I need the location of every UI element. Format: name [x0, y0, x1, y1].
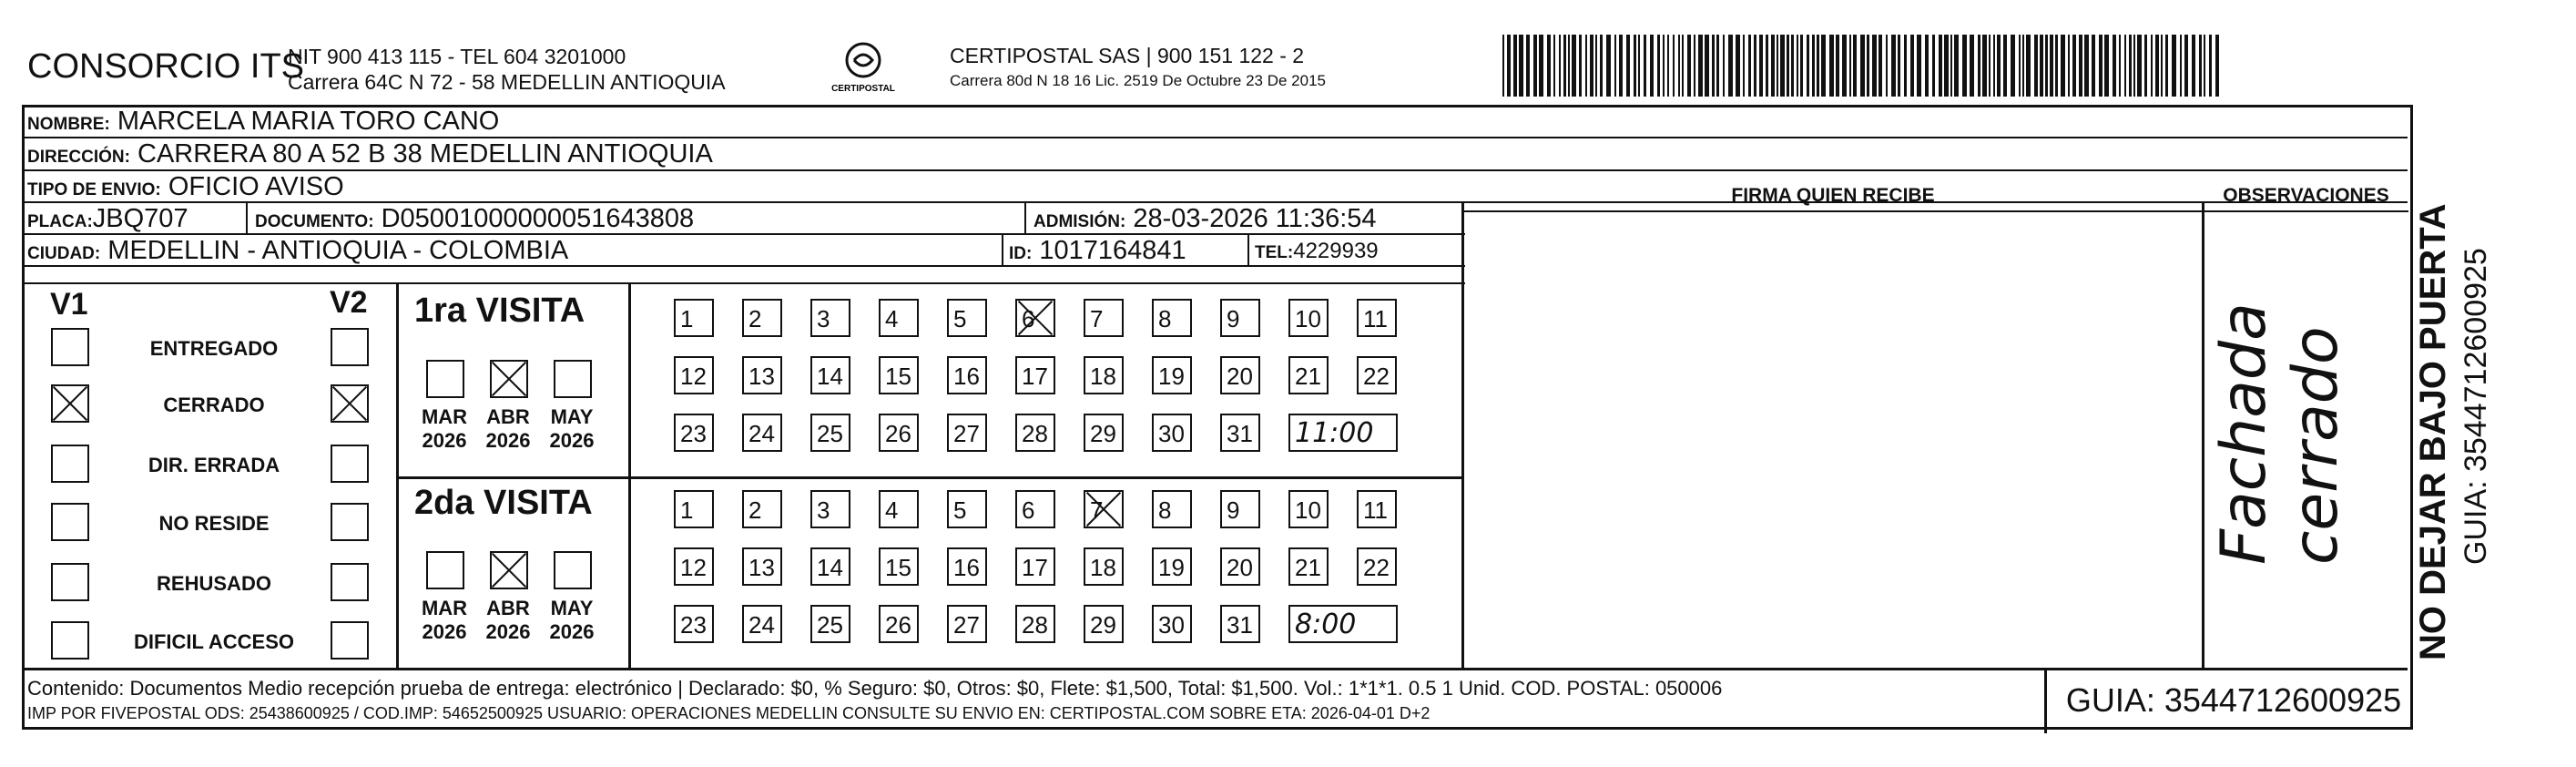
day-box[interactable]: 10: [1288, 299, 1329, 337]
day-box[interactable]: 11: [1357, 299, 1397, 337]
barcode: [1502, 35, 2226, 97]
barcode-bar: [1694, 35, 1695, 97]
day-box[interactable]: 10: [1288, 490, 1329, 528]
barcode-bar: [1978, 35, 1980, 97]
documento-row: [255, 204, 694, 234]
month-checkbox[interactable]: [554, 551, 592, 589]
month-label: [417, 597, 472, 644]
v2-checkbox[interactable]: [331, 328, 369, 366]
barcode-bar: [1886, 35, 1888, 97]
barcode-bar: [1736, 35, 1740, 97]
day-box[interactable]: 24: [742, 414, 782, 452]
barcode-bar: [1849, 35, 1851, 97]
barcode-bar: [2034, 35, 2038, 97]
visit2-title: 2da VISITA: [414, 484, 593, 522]
day-box[interactable]: 16: [947, 547, 987, 586]
barcode-bar: [2133, 35, 2135, 97]
barcode-bar: [1698, 35, 1703, 97]
barcode-bar: [2129, 35, 2132, 97]
day-box[interactable]: 28: [1015, 605, 1055, 643]
barcode-bar: [1667, 35, 1669, 97]
day-box[interactable]: 14: [810, 356, 850, 394]
barcode-bar: [1867, 35, 1869, 97]
barcode-bar: [1539, 35, 1543, 97]
barcode-bar: [1821, 35, 1826, 97]
day-box[interactable]: 12: [674, 547, 714, 586]
day-box[interactable]: 3: [810, 490, 850, 528]
placa-value: JBQ707: [92, 204, 188, 233]
barcode-bar: [1638, 35, 1640, 97]
firma-header: FIRMA QUIEN RECIBE: [1731, 185, 1935, 206]
barcode-bar: [2003, 35, 2007, 97]
barcode-bar: [2026, 35, 2031, 97]
month-year: 2026: [422, 429, 467, 452]
barcode-bar: [1797, 35, 1798, 97]
day-box[interactable]: 3: [810, 299, 850, 337]
day-box[interactable]: 30: [1152, 414, 1192, 452]
v1-checkbox[interactable]: [51, 384, 89, 423]
barcode-bar: [1748, 35, 1751, 97]
side-warning: NO DEJAR BAJO PUERTA: [2413, 203, 2453, 660]
day-box[interactable]: 16: [947, 356, 987, 394]
barcode-bar: [1606, 35, 1611, 97]
barcode-bar: [1728, 35, 1733, 97]
day-box[interactable]: 22: [1357, 547, 1397, 586]
day-box[interactable]: 20: [1220, 547, 1260, 586]
status-reason-label: REHUSADO: [157, 572, 271, 595]
day-box[interactable]: 18: [1084, 547, 1124, 586]
barcode-bar: [1853, 35, 1857, 97]
barcode-bar: [1634, 35, 1636, 97]
barcode-bar: [1619, 35, 1623, 97]
barcode-bar: [1513, 35, 1517, 97]
month-checkbox[interactable]: [426, 360, 464, 398]
month-name: ABR: [486, 597, 530, 619]
day-box[interactable]: 7: [1084, 490, 1124, 528]
barcode-bar: [1553, 35, 1555, 97]
visit-divider: [396, 282, 399, 668]
cert-line: CERTIPOSTAL SAS | 900 151 122 - 2: [950, 44, 1305, 67]
col-divider: [1461, 201, 1464, 670]
month-checkbox[interactable]: [426, 551, 464, 589]
barcode-bar: [2124, 35, 2126, 97]
v2-checkbox[interactable]: [331, 384, 369, 423]
v1-checkbox[interactable]: [51, 563, 89, 601]
ciudad-row: [27, 236, 568, 266]
nombre-value: MARCELA MARIA TORO CANO: [117, 107, 500, 136]
row-divider: [22, 169, 2408, 171]
day-box[interactable]: 21: [1288, 547, 1329, 586]
v2-header: V2: [330, 285, 368, 320]
cell-divider: [1002, 233, 1003, 265]
day-box[interactable]: 5: [947, 490, 987, 528]
barcode-bar: [1614, 35, 1616, 97]
barcode-bar: [1743, 35, 1745, 97]
certipostal-logo: [827, 38, 900, 102]
barcode-bar: [2061, 35, 2065, 97]
barcode-bar: [1526, 35, 1530, 97]
barcode-bar: [1925, 35, 1929, 97]
barcode-bar: [1590, 35, 1593, 97]
day-box[interactable]: 14: [810, 547, 850, 586]
direccion-label: DIRECCIÓN:: [27, 148, 130, 167]
day-box[interactable]: 9: [1220, 299, 1260, 337]
barcode-bar: [1982, 35, 1987, 97]
barcode-bar: [2172, 35, 2176, 97]
status-reason-label: NO RESIDE: [158, 512, 270, 535]
month-name: MAY: [550, 597, 594, 619]
barcode-bar: [2045, 35, 2048, 97]
day-box[interactable]: 13: [742, 547, 782, 586]
status-reason-label: ENTREGADO: [149, 337, 279, 360]
barcode-bar: [2180, 35, 2182, 97]
id-value: 1017164841: [1039, 236, 1186, 265]
status-reason-label: DIFICIL ACCESO: [133, 630, 294, 653]
barcode-bar: [1754, 35, 1756, 97]
visit-divider: [628, 282, 631, 668]
month-checkbox[interactable]: [490, 360, 528, 398]
visit-divider: [396, 476, 1463, 479]
barcode-bar: [2022, 35, 2024, 97]
barcode-bar: [1563, 35, 1566, 97]
id-row: [1009, 236, 1186, 266]
row-divider: [22, 137, 2408, 138]
month-year: 2026: [485, 429, 531, 452]
day-box[interactable]: 31: [1220, 605, 1260, 643]
barcode-bar: [2165, 35, 2168, 97]
barcode-bar: [2119, 35, 2121, 97]
visit-time-box: 11:00: [1288, 414, 1398, 452]
day-box[interactable]: 29: [1084, 414, 1124, 452]
month-name: MAR: [421, 405, 468, 428]
certipostal-info: [950, 43, 1326, 94]
id-label: ID:: [1009, 244, 1033, 263]
day-box[interactable]: 22: [1357, 356, 1397, 394]
contenido-line: Contenido: Documentos Medio recepción prueba de entrega: electrónico | Declarado: $0, % Seguro: $0, Otros: $0, Flete: $1,500, Total: $1,500. Vol.: 1*1*1. 0.5 1 Unid. COD. POSTAL: 050006: [27, 677, 1723, 700]
v1-checkbox[interactable]: [51, 503, 89, 541]
guia-number: GUIA: 3544712600925: [2044, 668, 2420, 733]
day-box[interactable]: 12: [674, 356, 714, 394]
barcode-bar: [1682, 35, 1684, 97]
barcode-bar: [1533, 35, 1537, 97]
month-year: 2026: [549, 429, 595, 452]
col-divider: [2202, 201, 2204, 670]
nombre-label: NOMBRE:: [27, 115, 110, 134]
v2-checkbox[interactable]: [331, 445, 369, 483]
barcode-bar: [1716, 35, 1719, 97]
barcode-bar: [1993, 35, 1995, 97]
barcode-bar: [2155, 35, 2159, 97]
day-box[interactable]: 20: [1220, 356, 1260, 394]
direccion-value: CARRERA 80 A 52 B 38 MEDELLIN ANTIOQUIA: [137, 139, 713, 169]
address-line: Carrera 64C N 72 - 58 MEDELLIN ANTIOQUIA: [288, 70, 726, 94]
barcode-bar: [1904, 35, 1907, 97]
month-name: MAY: [550, 405, 594, 428]
barcode-bar: [1910, 35, 1914, 97]
license-line: Carrera 80d N 18 16 Lic. 2519 De Octubre 23 De 2015: [950, 72, 1326, 89]
day-box[interactable]: 11: [1357, 490, 1397, 528]
day-box[interactable]: 23: [674, 414, 714, 452]
barcode-bar: [1723, 35, 1725, 97]
barcode-bar: [1932, 35, 1935, 97]
day-box[interactable]: 2: [742, 299, 782, 337]
barcode-bar: [1970, 35, 1974, 97]
tipo-row: [27, 172, 344, 202]
barcode-bar: [2011, 35, 2015, 97]
day-box[interactable]: 23: [674, 605, 714, 643]
barcode-bar: [2104, 35, 2109, 97]
barcode-bar: [1568, 35, 1570, 97]
day-box[interactable]: 19: [1152, 356, 1192, 394]
visit-time-box: 8:00: [1288, 605, 1398, 643]
barcode-bar: [2040, 35, 2043, 97]
barcode-bar: [2137, 35, 2142, 97]
barcode-bar: [2215, 35, 2219, 97]
day-box[interactable]: 6: [1015, 299, 1055, 337]
month-checkbox[interactable]: [490, 551, 528, 589]
barcode-bar: [1579, 35, 1582, 97]
barcode-bar: [1860, 35, 1865, 97]
barcode-bar: [1687, 35, 1691, 97]
barcode-bar: [1777, 35, 1778, 97]
barcode-bar: [1944, 35, 1949, 97]
documento-value: D05001000000051643808: [381, 204, 695, 233]
barcode-bar: [2144, 35, 2147, 97]
barcode-bar: [1791, 35, 1794, 97]
barcode-bar: [1678, 35, 1680, 97]
logo-text: CERTIPOSTAL: [831, 84, 895, 94]
barcode-bar: [2099, 35, 2103, 97]
day-box[interactable]: 7: [1084, 299, 1124, 337]
barcode-bar: [1705, 35, 1709, 97]
row-divider: [22, 282, 1465, 284]
nit-line: NIT 900 413 115 - TEL 604 3201000: [288, 45, 626, 68]
month-year: 2026: [485, 620, 531, 643]
v2-checkbox[interactable]: [331, 621, 369, 660]
v1-header: V1: [50, 287, 88, 322]
day-box[interactable]: 15: [879, 547, 919, 586]
ciudad-value: MEDELLIN - ANTIOQUIA - COLOMBIA: [107, 236, 569, 265]
barcode-bar: [1807, 35, 1809, 97]
day-box[interactable]: 18: [1084, 356, 1124, 394]
barcode-bar: [1650, 35, 1654, 97]
barcode-bar: [1559, 35, 1561, 97]
month-label: [481, 405, 535, 453]
cell-divider: [246, 201, 248, 233]
day-box[interactable]: 21: [1288, 356, 1329, 394]
barcode-bar: [1898, 35, 1900, 97]
barcode-bar: [1585, 35, 1587, 97]
day-box[interactable]: 28: [1015, 414, 1055, 452]
barcode-bar: [2050, 35, 2053, 97]
observacion-handwritten: Fachada cerrado: [2208, 302, 2352, 565]
status-reason-label: DIR. ERRADA: [148, 454, 280, 476]
day-box[interactable]: 4: [879, 490, 919, 528]
barcode-bar: [1836, 35, 1839, 97]
day-box[interactable]: 17: [1015, 547, 1055, 586]
barcode-bar: [2084, 35, 2089, 97]
barcode-bar: [2161, 35, 2163, 97]
barcode-bar: [1891, 35, 1896, 97]
visit1-title: 1ra VISITA: [414, 291, 585, 330]
barcode-bar: [2184, 35, 2188, 97]
admision-row: [1033, 204, 1377, 234]
day-box[interactable]: 31: [1220, 414, 1260, 452]
month-label: [545, 405, 599, 453]
day-box[interactable]: 5: [947, 299, 987, 337]
barcode-bar: [1829, 35, 1834, 97]
month-label: [417, 405, 472, 453]
barcode-bar: [1657, 35, 1660, 97]
barcode-bar: [2092, 35, 2095, 97]
day-box[interactable]: 25: [810, 605, 850, 643]
month-checkbox[interactable]: [554, 360, 592, 398]
v2-checkbox[interactable]: [331, 503, 369, 541]
barcode-bar: [2113, 35, 2116, 97]
direccion-row: [27, 139, 713, 169]
barcode-bar: [1939, 35, 1942, 97]
placa-label: PLACA:: [27, 212, 93, 231]
barcode-bar: [1572, 35, 1576, 97]
tel-row: [1255, 239, 1379, 264]
barcode-bar: [1712, 35, 1715, 97]
day-box[interactable]: 27: [947, 414, 987, 452]
day-box[interactable]: 1: [674, 299, 714, 337]
barcode-bar: [2055, 35, 2058, 97]
barcode-bar: [1800, 35, 1803, 97]
day-box[interactable]: 6: [1015, 490, 1055, 528]
barcode-bar: [2068, 35, 2070, 97]
tel-value: 4229939: [1293, 239, 1379, 263]
day-box[interactable]: 26: [879, 414, 919, 452]
admision-label: ADMISIÓN:: [1033, 212, 1126, 231]
barcode-bar: [1507, 35, 1511, 97]
barcode-bar: [1950, 35, 1952, 97]
barcode-bar: [1771, 35, 1775, 97]
ciudad-label: CIUDAD:: [27, 244, 101, 263]
barcode-bar: [1787, 35, 1789, 97]
day-box[interactable]: 29: [1084, 605, 1124, 643]
month-year: 2026: [549, 620, 595, 643]
barcode-bar: [1917, 35, 1921, 97]
barcode-bar: [1817, 35, 1819, 97]
imp-line: IMP POR FIVEPOSTAL ODS: 25438600925 / COD.IMP: 54652500925 USUARIO: OPERACIONES MEDELLIN CONSULTE SU ENVIO EN: CERTIPOSTAL.COM SOBRE ETA: 2026-04-01 D+2: [27, 704, 1431, 722]
barcode-bar: [1673, 35, 1675, 97]
cell-divider: [1247, 233, 1249, 265]
company-info: [288, 44, 726, 95]
status-reason-label: CERRADO: [163, 394, 265, 416]
documento-label: DOCUMENTO:: [255, 212, 374, 231]
barcode-bar: [1759, 35, 1763, 97]
barcode-bar: [1842, 35, 1847, 97]
barcode-bar: [2079, 35, 2082, 97]
day-box[interactable]: 30: [1152, 605, 1192, 643]
day-box[interactable]: 26: [879, 605, 919, 643]
barcode-bar: [1780, 35, 1785, 97]
barcode-bar: [1879, 35, 1882, 97]
placa-row: [27, 204, 188, 234]
day-box[interactable]: 13: [742, 356, 782, 394]
day-box[interactable]: 19: [1152, 547, 1192, 586]
barcode-bar: [1954, 35, 1959, 97]
side-guia: GUIA: 3544712600925: [2459, 248, 2493, 565]
day-box[interactable]: 8: [1152, 299, 1192, 337]
day-box[interactable]: 9: [1220, 490, 1260, 528]
barcode-bar: [1989, 35, 1991, 97]
v1-checkbox[interactable]: [51, 328, 89, 366]
day-box[interactable]: 27: [947, 605, 987, 643]
barcode-bar: [2151, 35, 2153, 97]
barcode-bar: [1502, 35, 1504, 97]
v1-checkbox[interactable]: [51, 621, 89, 660]
day-box[interactable]: 4: [879, 299, 919, 337]
month-name: MAR: [421, 597, 468, 619]
nombre-row: [27, 107, 499, 137]
barcode-bar: [1547, 35, 1551, 97]
month-name: ABR: [486, 405, 530, 428]
day-box[interactable]: 8: [1152, 490, 1192, 528]
observaciones-header: OBSERVACIONES: [2223, 185, 2389, 206]
barcode-bar: [1600, 35, 1603, 97]
admision-value: 28-03-2026 11:36:54: [1133, 204, 1377, 233]
day-box[interactable]: 25: [810, 414, 850, 452]
month-label: [481, 597, 535, 644]
tipo-label: TIPO DE ENVIO:: [27, 180, 161, 199]
barcode-bar: [1644, 35, 1646, 97]
barcode-bar: [2019, 35, 2021, 97]
barcode-bar: [1626, 35, 1630, 97]
barcode-bar: [1872, 35, 1877, 97]
month-year: 2026: [422, 620, 467, 643]
barcode-bar: [2072, 35, 2076, 97]
company-name: CONSORCIO ITS: [27, 47, 305, 86]
v2-checkbox[interactable]: [331, 563, 369, 601]
day-box[interactable]: 17: [1015, 356, 1055, 394]
barcode-bar: [1766, 35, 1768, 97]
barcode-bar: [1663, 35, 1665, 97]
tipo-value: OFICIO AVISO: [168, 172, 344, 201]
cell-divider: [1024, 201, 1026, 233]
barcode-bar: [2204, 35, 2205, 97]
month-label: [545, 597, 599, 644]
tel-label: TEL:: [1255, 243, 1294, 262]
barcode-bar: [2192, 35, 2195, 97]
barcode-bar: [1812, 35, 1815, 97]
barcode-bar: [2199, 35, 2202, 97]
day-box[interactable]: 24: [742, 605, 782, 643]
barcode-bar: [2209, 35, 2212, 97]
day-box[interactable]: 2: [742, 490, 782, 528]
v1-checkbox[interactable]: [51, 445, 89, 483]
barcode-bar: [1997, 35, 2001, 97]
barcode-bar: [1519, 35, 1523, 97]
day-box[interactable]: 15: [879, 356, 919, 394]
barcode-bar: [1962, 35, 1967, 97]
barcode-bar: [1595, 35, 1597, 97]
day-box[interactable]: 1: [674, 490, 714, 528]
